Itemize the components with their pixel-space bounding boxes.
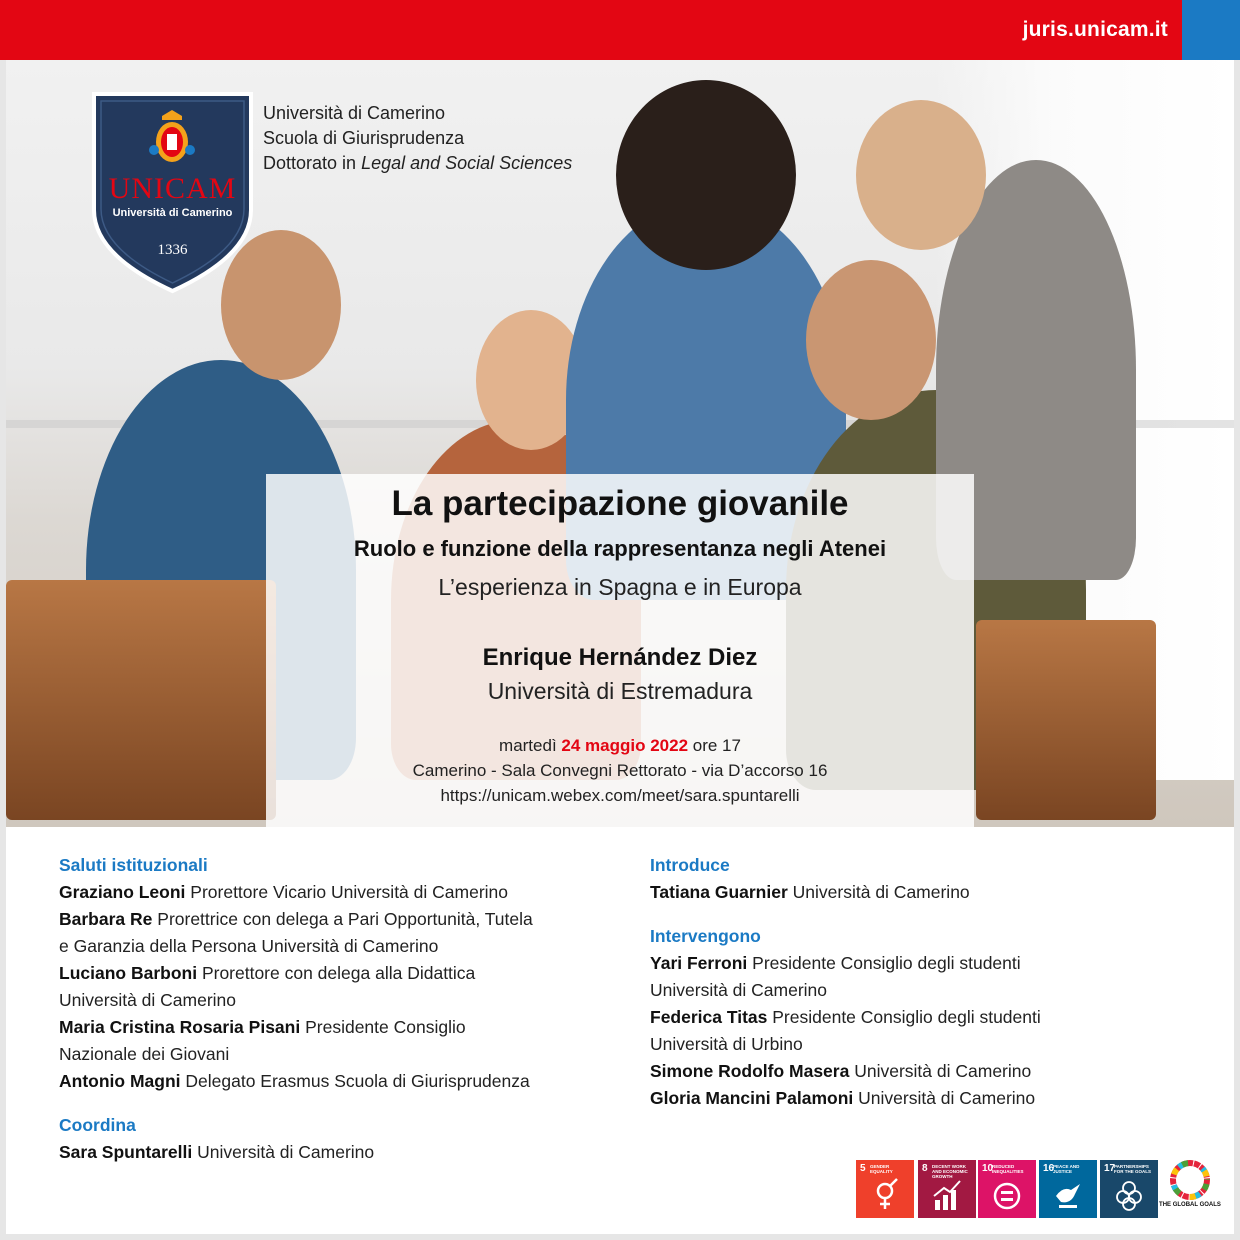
- economic-growth-icon: [932, 1178, 962, 1212]
- crest-icon: [148, 110, 196, 166]
- photo-desk-right: [976, 620, 1156, 820]
- person-role: Università di Camerino: [858, 1088, 1036, 1108]
- doctorate-program: Legal and Social Sciences: [361, 153, 573, 173]
- list-item: [650, 879, 1170, 906]
- person-role: Presidente Consiglio degli studenti: [772, 1007, 1041, 1027]
- event-date: 24 maggio 2022: [561, 736, 689, 755]
- person-name: Yari Ferroni: [650, 953, 748, 973]
- person-name: Federica Titas: [650, 1007, 768, 1027]
- person-name: Maria Cristina Rosaria Pisani: [59, 1017, 301, 1037]
- institution-university: Università di Camerino: [263, 103, 446, 123]
- person-name: Barbara Re: [59, 909, 153, 929]
- program-left-column: [59, 852, 599, 1166]
- logo-university: Università di Camerino: [112, 207, 233, 219]
- speaker-name: Enrique Hernández Diez: [482, 644, 758, 671]
- partnership-flower-icon: [1114, 1178, 1144, 1212]
- logo-wordmark: UNICAM: [108, 172, 237, 205]
- person-role: Università di Camerino: [197, 1142, 375, 1162]
- spacer: [650, 906, 1170, 923]
- sdg-tile-8: [918, 1160, 976, 1218]
- person-name: Gloria Mancini Palamoni: [650, 1088, 854, 1108]
- list-item: [59, 879, 599, 906]
- sdg-number: 17: [1104, 1163, 1116, 1174]
- program-right-column: [650, 852, 1170, 1112]
- person-role-cont: Università di Camerino: [650, 980, 828, 1000]
- event-day: martedì: [499, 736, 557, 755]
- event-panel: [266, 474, 974, 827]
- sdg-caption: REDUCED INEQUALITIES: [992, 1164, 1024, 1174]
- spacer: [59, 1095, 599, 1112]
- peace-dove-icon: [1053, 1178, 1083, 1212]
- doctorate-prefix: Dottorato in: [263, 153, 362, 173]
- gender-equality-icon: [870, 1178, 900, 1212]
- top-bar-blue-accent: [1182, 0, 1240, 60]
- photo-head-standing: [616, 80, 796, 270]
- person-role: Presidente Consiglio degli studenti: [752, 953, 1021, 973]
- sdg-number: 8: [922, 1163, 928, 1174]
- event-time: ore 17: [692, 736, 741, 755]
- speaker-affiliation: Università di Estremadura: [487, 678, 753, 704]
- person-role-cont: Università di Urbino: [650, 1034, 803, 1054]
- global-goals-wheel-icon: [1158, 1160, 1222, 1202]
- sdg-caption: PEACE AND JUSTICE: [1053, 1164, 1080, 1174]
- photo-head-right-seated: [806, 260, 936, 420]
- global-goals-label: THE GLOBAL GOALS: [1159, 1202, 1221, 1208]
- unicam-logo: [90, 90, 255, 295]
- saluti-heading: Saluti istituzionali: [59, 855, 208, 875]
- coordina-heading: Coordina: [59, 1115, 136, 1135]
- institution-block: [263, 101, 572, 176]
- sdg-caption: GENDER EQUALITY: [870, 1164, 893, 1174]
- sdg-number: 5: [860, 1163, 866, 1174]
- sdg-tile-10: [978, 1160, 1036, 1218]
- introduce-heading: Introduce: [650, 855, 730, 875]
- sdg-caption: PARTNERSHIPS FOR THE GOALS: [1114, 1164, 1151, 1174]
- person-role: Prorettore con delega alla Didattica: [201, 963, 476, 983]
- event-link[interactable]: https://unicam.webex.com/meet/sara.spuntarelli: [440, 786, 800, 805]
- person-name: Sara Spuntarelli: [59, 1142, 193, 1162]
- logo-year: 1336: [157, 242, 188, 258]
- event-subtitle: Ruolo e funzione della rappresentanza negli Atenei: [353, 536, 887, 561]
- person-role: Presidente Consiglio: [305, 1017, 466, 1037]
- top-bar: [0, 0, 1240, 60]
- event-title: La partecipazione giovanile: [391, 484, 849, 523]
- list-item: [59, 906, 599, 960]
- institution-school: Scuola di Giurisprudenza: [263, 128, 465, 148]
- sdg-number: 16: [1043, 1163, 1055, 1174]
- list-item: [59, 1068, 599, 1095]
- person-name: Antonio Magni: [59, 1071, 181, 1091]
- person-role: Prorettore Vicario Università di Camerino: [190, 882, 508, 902]
- person-role: Prorettrice con delega a Pari Opportunità, Tutela: [157, 909, 533, 929]
- person-name: Luciano Barboni: [59, 963, 198, 983]
- intervengono-heading: Intervengono: [650, 926, 761, 946]
- person-role-cont: e Garanzia della Persona Università di Camerino: [59, 936, 439, 956]
- list-item: [59, 1014, 599, 1068]
- reduced-inequalities-icon: [992, 1178, 1022, 1212]
- person-role: Delegato Erasmus Scuola di Giurisprudenza: [185, 1071, 530, 1091]
- photo-desk-left: [6, 580, 276, 820]
- site-link[interactable]: juris.unicam.it: [1022, 18, 1168, 41]
- list-item: [650, 1085, 1170, 1112]
- person-name: Tatiana Guarnier: [650, 882, 788, 902]
- sdg-tile-17: [1100, 1160, 1158, 1218]
- person-role-cont: Nazionale dei Giovani: [59, 1044, 230, 1064]
- list-item: [650, 1004, 1170, 1058]
- list-item: [59, 1139, 599, 1166]
- event-datetime: [266, 736, 974, 756]
- person-name: Graziano Leoni: [59, 882, 186, 902]
- person-role: Università di Camerino: [792, 882, 970, 902]
- photo-head-far-right: [856, 100, 986, 250]
- sdg-tile-5: [856, 1160, 914, 1218]
- person-role: Università di Camerino: [854, 1061, 1032, 1081]
- person-name: Simone Rodolfo Masera: [650, 1061, 850, 1081]
- global-goals-logo: [1158, 1160, 1222, 1218]
- sdg-caption: DECENT WORK AND ECONOMIC GROWTH: [932, 1164, 968, 1179]
- list-item: [59, 960, 599, 1014]
- person-role-cont: Università di Camerino: [59, 990, 237, 1010]
- event-location: Camerino - Sala Convegni Rettorato - via D’accorso 16: [412, 761, 828, 780]
- sdg-number: 10: [982, 1163, 994, 1174]
- list-item: [650, 1058, 1170, 1085]
- list-item: [650, 950, 1170, 1004]
- sdg-tile-16: [1039, 1160, 1097, 1218]
- institution-doctorate: [263, 151, 572, 176]
- event-subtitle-2: L’esperienza in Spagna e in Europa: [438, 574, 802, 600]
